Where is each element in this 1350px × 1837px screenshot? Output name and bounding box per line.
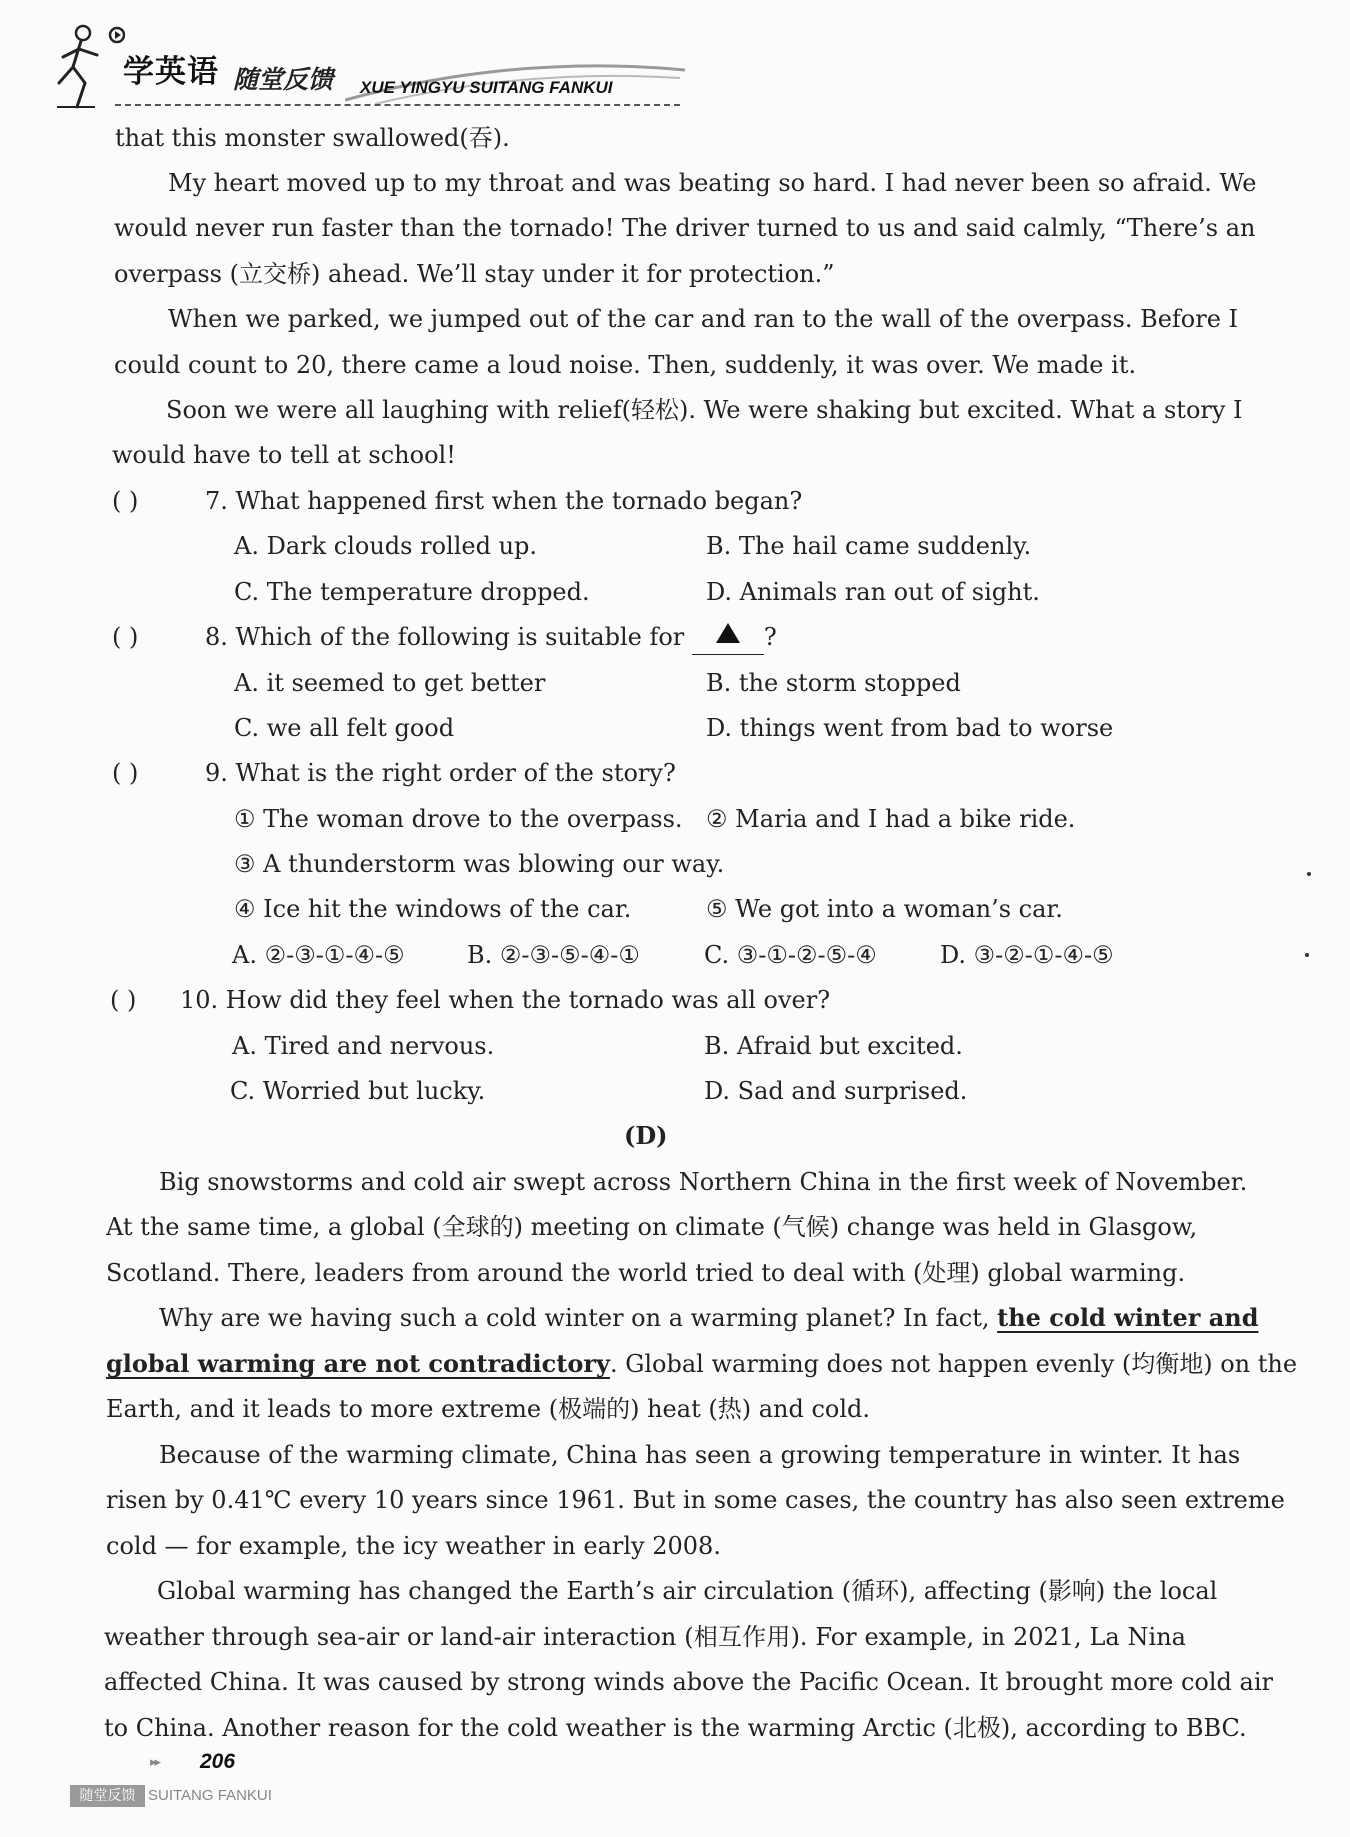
option-d: D. Sad and surprised. (704, 1077, 968, 1105)
answer-blank[interactable]: ( ) (112, 623, 139, 651)
option-b: B. the storm stopped (706, 669, 961, 697)
logo-subtitle: 随堂反馈 (233, 65, 334, 94)
passage-line: Because of the warming climate, China has seen a growing temperature in winter. It has (159, 1441, 1241, 1469)
passage-line (106, 1349, 1298, 1379)
logo-english: XUE YINGYU SUITANG FANKUI (360, 78, 613, 97)
option-c: C. Worried but lucky. (230, 1077, 486, 1105)
passage-line: Global warming has changed the Earth’s air circulation (循环), affecting (影响) the local (157, 1577, 1218, 1605)
passage-line: affected China. It was caused by strong winds above the Pacific Ocean. It brought more cold air (104, 1668, 1273, 1696)
event-item: ⑤ We got into a woman’s car. (706, 895, 1063, 923)
event-item: ① The woman drove to the overpass. (234, 805, 683, 833)
passage-line: My heart moved up to my throat and was beating so hard. I had never been so afraid. We (168, 169, 1257, 197)
header-divider (115, 104, 680, 106)
option-a: A. it seemed to get better (234, 669, 546, 697)
passage-line (159, 1303, 1259, 1333)
passage-line: At the same time, a global (全球的) meeting on climate (气候) change was held in Glasgow, (106, 1213, 1198, 1241)
passage-line: would have to tell at school! (112, 441, 456, 469)
event-item: ④ Ice hit the windows of the car. (234, 895, 632, 923)
triangle-icon (716, 623, 740, 643)
fill-blank (692, 624, 764, 655)
option-b: B. The hail came suddenly. (706, 532, 1032, 560)
passage-line: Earth, and it leads to more extreme (极端的) heat (热) and cold. (106, 1395, 871, 1423)
passage-line: to China. Another reason for the cold weather is the warming Arctic (北极), according to BBC. (104, 1714, 1247, 1742)
question-mark: ? (763, 623, 777, 651)
option-b: B. ②-③-⑤-④-① (467, 941, 640, 969)
page-header (55, 18, 655, 113)
option-d: D. Animals ran out of sight. (706, 578, 1040, 606)
page-number: 206 (200, 1750, 236, 1773)
option-a: A. Tired and nervous. (232, 1032, 495, 1060)
option-a: A. Dark clouds rolled up. (234, 532, 538, 560)
footer-badge: 随堂反馈 (70, 1785, 145, 1807)
question-stem: 7. What happened first when the tornado began? (205, 487, 803, 515)
footer-english: SUITANG FANKUI (148, 1787, 272, 1804)
underlined-phrase: global warming are not contradictory (106, 1349, 610, 1378)
option-c: C. we all felt good (234, 714, 455, 742)
passage-line: overpass (立交桥) ahead. We’ll stay under it for protection.” (114, 260, 835, 288)
answer-blank[interactable]: ( ) (112, 487, 139, 515)
option-d: D. things went from bad to worse (706, 714, 1114, 742)
passage-line: Scotland. There, leaders from around the world tried to deal with (处理) global warming. (106, 1259, 1186, 1287)
passage-line: could count to 20, there came a loud noise. Then, suddenly, it was over. We made it. (114, 351, 1137, 379)
passage-line: risen by 0.41℃ every 10 years since 1961. But in some cases, the country has also seen extreme (106, 1486, 1285, 1514)
passage-line: Big snowstorms and cold air swept across Northern China in the first week of November. (159, 1168, 1248, 1196)
answer-blank[interactable]: ( ) (112, 759, 139, 787)
question-stem (205, 622, 777, 653)
passage-line: cold — for example, the icy weather in early 2008. (106, 1532, 721, 1560)
passage-text: Why are we having such a cold winter on a warming planet? In fact, (159, 1304, 990, 1332)
option-d: D. ③-②-①-④-⑤ (940, 941, 1114, 969)
event-item: ③ A thunderstorm was blowing our way. (234, 850, 725, 878)
answer-blank[interactable]: ( ) (110, 986, 137, 1014)
option-b: B. Afraid but excited. (704, 1032, 963, 1060)
passage-line: that this monster swallowed(吞). (115, 124, 510, 152)
page-arrow-icon: ▸▸ (150, 1755, 160, 1770)
passage-line: would never run faster than the tornado! The driver turned to us and said calmly, “There’s an (114, 214, 1256, 242)
logo-title: 学英语 (123, 54, 219, 90)
print-dot (1305, 953, 1309, 957)
runner-logo-icon (55, 23, 125, 111)
question-stem-text: 8. Which of the following is suitable for (205, 623, 685, 651)
underlined-phrase: the cold winter and (997, 1303, 1259, 1332)
question-stem: 9. What is the right order of the story? (205, 759, 676, 787)
print-dot (1307, 872, 1311, 876)
event-item: ② Maria and I had a bike ride. (706, 805, 1076, 833)
option-a: A. ②-③-①-④-⑤ (232, 941, 405, 969)
option-c: C. The temperature dropped. (234, 578, 590, 606)
passage-line: Soon we were all laughing with relief(轻松). We were shaking but excited. What a story I (166, 396, 1243, 424)
option-c: C. ③-①-②-⑤-④ (704, 941, 877, 969)
section-title: (D) (624, 1121, 668, 1150)
passage-line: When we parked, we jumped out of the car and ran to the wall of the overpass. Before I (168, 305, 1239, 333)
question-stem: 10. How did they feel when the tornado was all over? (180, 986, 831, 1014)
passage-line: weather through sea-air or land-air interaction (相互作用). For example, in 2021, La Nina (104, 1623, 1186, 1651)
passage-text: . Global warming does not happen evenly (均衡地) on the (609, 1350, 1298, 1378)
